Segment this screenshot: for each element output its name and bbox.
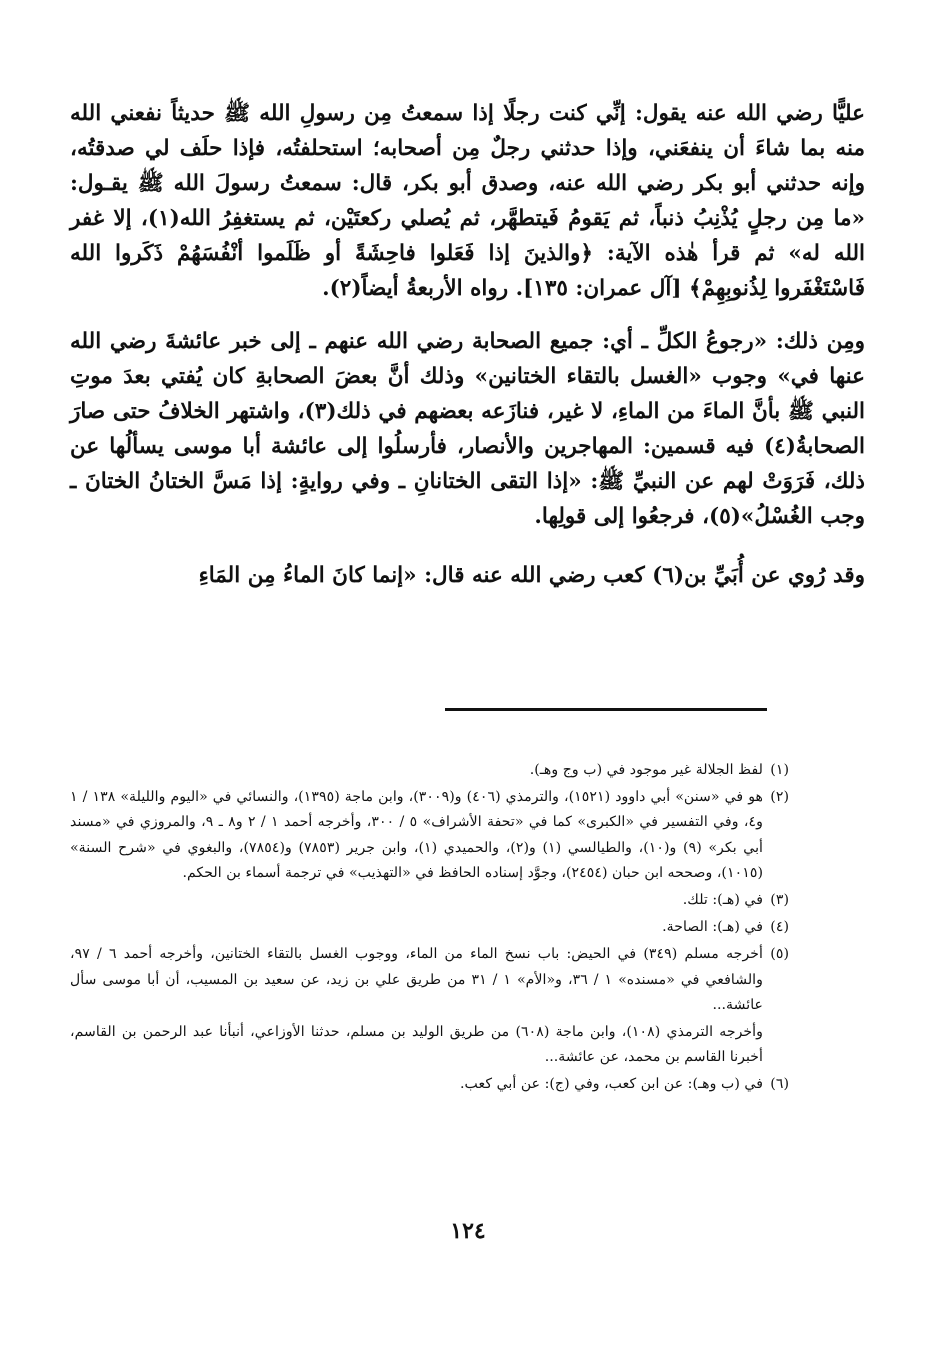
footnote-4 [70,915,789,940]
footnote-text: في (هـ): الصاحة. [662,919,763,936]
footnote-text: لفظ الجلالة غير موجود في (ب وج وهـ). [529,762,763,778]
main-text [70,96,865,611]
footnote-number: (٦) [770,1076,789,1093]
footnote-6 [70,1072,789,1097]
footnote-5 [70,942,789,1018]
footnote-number: (٣) [770,892,789,909]
footnote-2 [70,785,789,886]
footnote-5-continuation: وأخرجه الترمذي (١٠٨)، وابن ماجة (٦٠٨) من طريق الوليد بن مسلم، حدثنا الأوزاعي، أنبأنا عبد الرحمن بن القاسم، أخبرنا القاسم بن محمد، عن عائشة... [70,1024,763,1066]
footnote-number: (٤) [770,919,789,936]
footnote-text: في (هـ): تلك. [682,892,763,909]
footnote-text: أخرجه مسلم (٣٤٩) في الحيض: باب نسخ الماء من الماء، ووجوب الغسل بالتقاء الختانين، وأخرجه أحمد ٦ / ٩٧، والشافعي في «مسنده» ١ / ٣٦، و«الأم» ١ / ٣١ من طريق علي بن زيد، عن سعيد بن المسيب، أن أبا موسى سأل عائشة... [70,946,763,1013]
footnotes [70,758,789,1100]
footnote-number: (٥) [770,946,789,963]
footnote-3 [70,888,789,913]
footnote-text: هو في «سنن» أبي داوود (١٥٢١)، والترمذي (٤٠٦) و(٣٠٠٩)، وابن ماجة (١٣٩٥)، والنسائي في «اليوم والليلة» ١٣٨ / ١ و٤، وفي التفسير في «الكبرى» كما في «تحفة الأشراف» ٥ / ٣٠٠، وأخرجه أحمد ١ / ٢ و٨ ـ ٩، والمروزي في «مسند أبي بكر» (٩) و(١٠)، والطيالسي (١) و(٢)، والحميدي (١)، وابن جرير (٧٨٥٣) و(٧٨٥٤)، والبغوي في «شرح السنة» (١٠١٥)، وصححه ابن حبان (٢٤٥٤)، وجوَّد إسناده الحافظ في «التهذيب» في ترجمة أسماء بن الحكم. [70,789,764,881]
footnote-text: في (ب وهـ): عن ابن كعب، وفي (ج): عن أبي كعب. [460,1076,763,1093]
paragraph-aisha-ghusl: ومِن ذلك: «رجوعُ الكلِّ ـ أي: جميع الصحابة رضي الله عنهم ـ إلى خبر عائشةَ رضي الله عنها في» وجوب «الغسل بالتقاء الختانين» وذلك أنَّ بعضَ الصحابةِ كان يُفتي بعدَ موتِ النبي ﷺ بأنَّ الماءَ من الماءِ، لا غير، فنازَعه بعضهم في ذلك(٣)، واشتهر الخلافُ حتى صارَ الصحابةُ(٤) فيه قسمين: المهاجرين والأنصار، فأرسلُوا إلى عائشة أبا موسى يسألُها عن ذلك، فَرَوَتْ لهم عن النبيِّ ﷺ: «إذا التقى الختانانِ ـ وفي روايةٍ: إذا مَسَّ الختانُ الختانَ ـ وجب الغُسْلُ»(٥)، فرجعُوا إلى قولِها. [70,329,865,529]
footnote-number: (١) [770,762,789,778]
footnote-separator [445,708,767,711]
footnote-1 [70,758,789,783]
page-number: ١٢٤ [450,1218,486,1244]
footnote-number: (٢) [770,789,789,806]
paragraph-ubayy: وقد رُوي عن أُبَيِّ بن(٦) كعب رضي الله عنه قال: «إنما كانَ الماءُ مِن المَاءِ [198,563,865,588]
paragraph-ali-hadith: عليًّا رضي الله عنه يقول: إنِّي كنت رجلًا إذا سمعتُ مِن رسولِ الله ﷺ حديثاً نفعني الله منه بما شاءَ أن ينفعَني، وإذا حدثني رجلٌ مِن أصحابه؛ استحلفتُه، فإذا حلَف لي صدقتُه، وإنه حدثني أبو بكر رضي الله عنه، وصدق أبو بكر، قال: سمعتُ رسولَ الله ﷺ يقـول: «ما مِن رجلٍ يُذْنِبُ ذنباً، ثم يَقومُ فَيتطهَّر، ثم يُصلي ركعتَيْن، ثم يستغفِرُ الله(١)، إلا غفر الله له» ثم قرأ هٰذه الآية: ﴿والذينَ إذا فَعَلوا فاحِشَةً أو ظَلَموا أنْفُسَهُمْ ذَكَروا الله فَاسْتَغْفَروا لِذُنوبِهِمْ﴾ [آل عمران: ١٣٥]. رواه الأربعةُ أيضاً(٢). [70,101,865,301]
